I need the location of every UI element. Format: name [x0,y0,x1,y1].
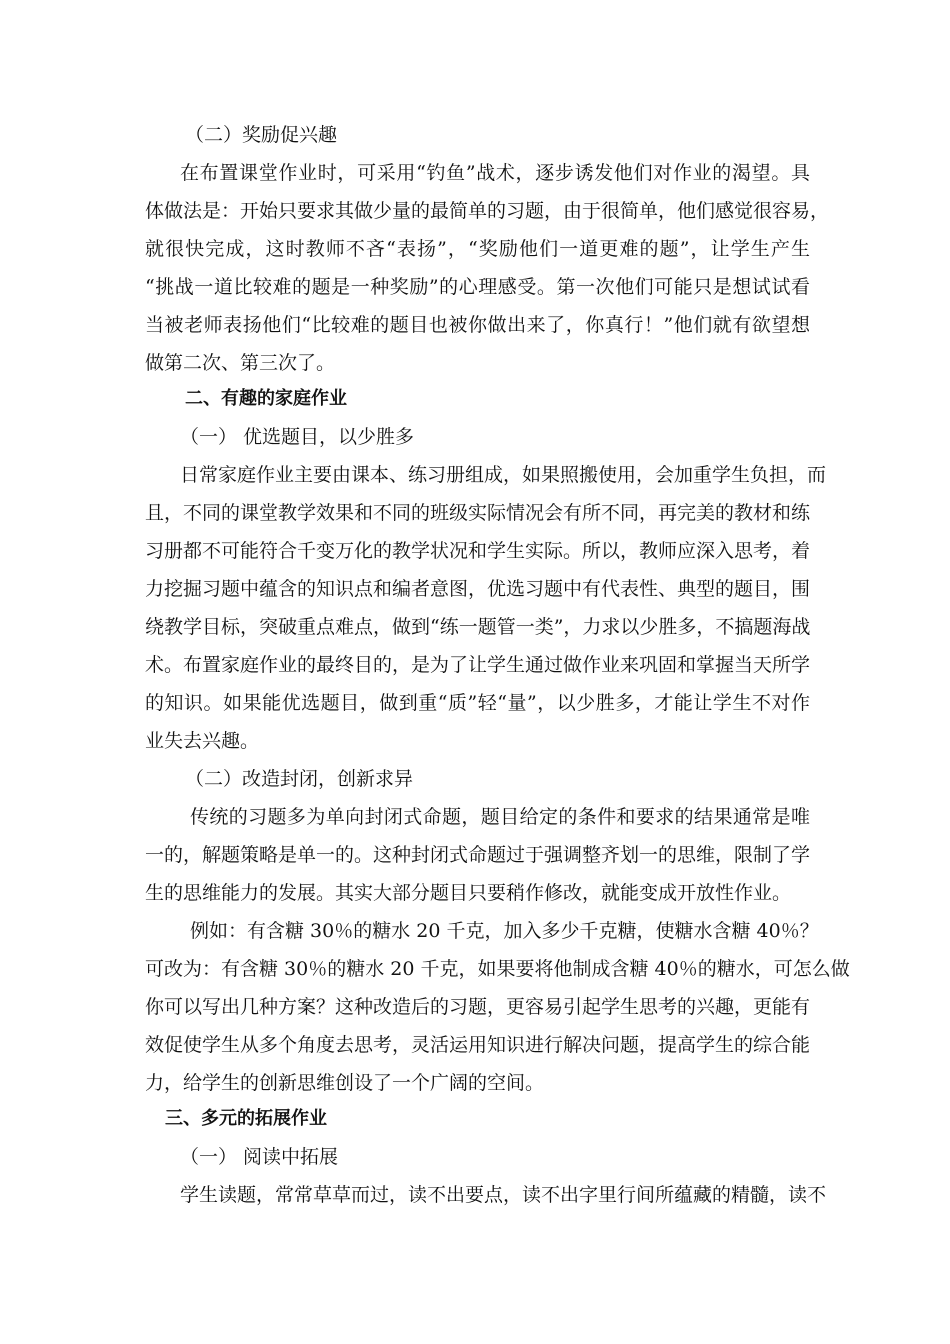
paragraph-line: 就很快完成，这时教师不吝“表扬”，“奖励他们一道更难的题”，让学生产生 [145,238,810,260]
section-heading: 二、有趣的家庭作业 [185,388,347,409]
paragraph-line: 习册都不可能符合千变万化的教学状况和学生实际。所以，教师应深入思考，着 [145,540,811,562]
subsection-heading: （二）奖励促兴趣 [185,124,338,146]
paragraph-line: 且，不同的课堂教学效果和不同的班级实际情况会有所不同，再完美的教材和练 [145,502,811,524]
paragraph-line: 力挖掘习题中蕴含的知识点和编者意图，优选习题中有代表性、典型的题目，围 [145,578,811,600]
paragraph-line: 在布置课堂作业时，可采用“钓鱼”战术，逐步诱发他们对作业的渴望。具 [180,162,810,184]
paragraph-line: 当被老师表扬他们“比较难的题目也被你做出来了，你真行！”他们就有欲望想 [145,314,810,336]
subsection-heading: （一） 优选题目，以少胜多 [180,426,415,448]
paragraph-line: 术。布置家庭作业的最终目的，是为了让学生通过做作业来巩固和掌握当天所学 [145,654,811,676]
paragraph-line: 绕教学目标，突破重点难点，做到“练一题管一类”，力求以少胜多，不搞题海战 [145,616,811,638]
paragraph-line: 一的，解题策略是单一的。这种封闭式命题过于强调整齐划一的思维，限制了学 [145,844,811,866]
paragraph-line: 学生读题，常常草草而过，读不出要点，读不出字里行间所蕴藏的精髓，读不 [180,1184,827,1206]
subsection-heading: （二）改造封闭，创新求异 [185,768,414,790]
paragraph-line: 的知识。如果能优选题目，做到重“质”轻“量”，以少胜多，才能让学生不对作 [145,692,810,714]
paragraph-line: 体做法是：开始只要求其做少量的最简单的习题，由于很简单，他们感觉很容易， [145,200,830,222]
paragraph-line: 可改为：有含糖 30％的糖水 20 千克，如果要将他制成含糖 40％的糖水，可怎么做 [145,958,850,980]
paragraph-line: 生的思维能力的发展。其实大部分题目只要稍作修改，就能变成开放性作业。 [145,882,792,904]
paragraph-line: “挑战一道比较难的题是一种奖励”的心理感受。第一次他们可能只是想试试看 [145,276,810,298]
paragraph-line: 例如：有含糖 30％的糖水 20 千克，加入多少千克糖，使糖水含糖 40％？ [190,920,819,942]
paragraph-line: 效促使学生从多个角度去思考，灵活运用知识进行解决问题，提高学生的综合能 [145,1034,811,1056]
paragraph-line: 力，给学生的创新思维创设了一个广阔的空间。 [145,1072,545,1094]
section-heading: 三、多元的拓展作业 [165,1108,327,1129]
paragraph-line: 日常家庭作业主要由课本、练习册组成，如果照搬使用，会加重学生负担，而 [180,464,827,486]
paragraph-line: 做第二次、第三次了。 [145,352,336,374]
paragraph-line: 你可以写出几种方案？这种改造后的习题，更容易引起学生思考的兴趣，更能有 [145,996,811,1018]
paragraph-line: 业失去兴趣。 [145,730,260,752]
paragraph-line: 传统的习题多为单向封闭式命题，题目给定的条件和要求的结果通常是唯 [190,806,810,828]
subsection-heading: （一） 阅读中拓展 [180,1146,339,1168]
